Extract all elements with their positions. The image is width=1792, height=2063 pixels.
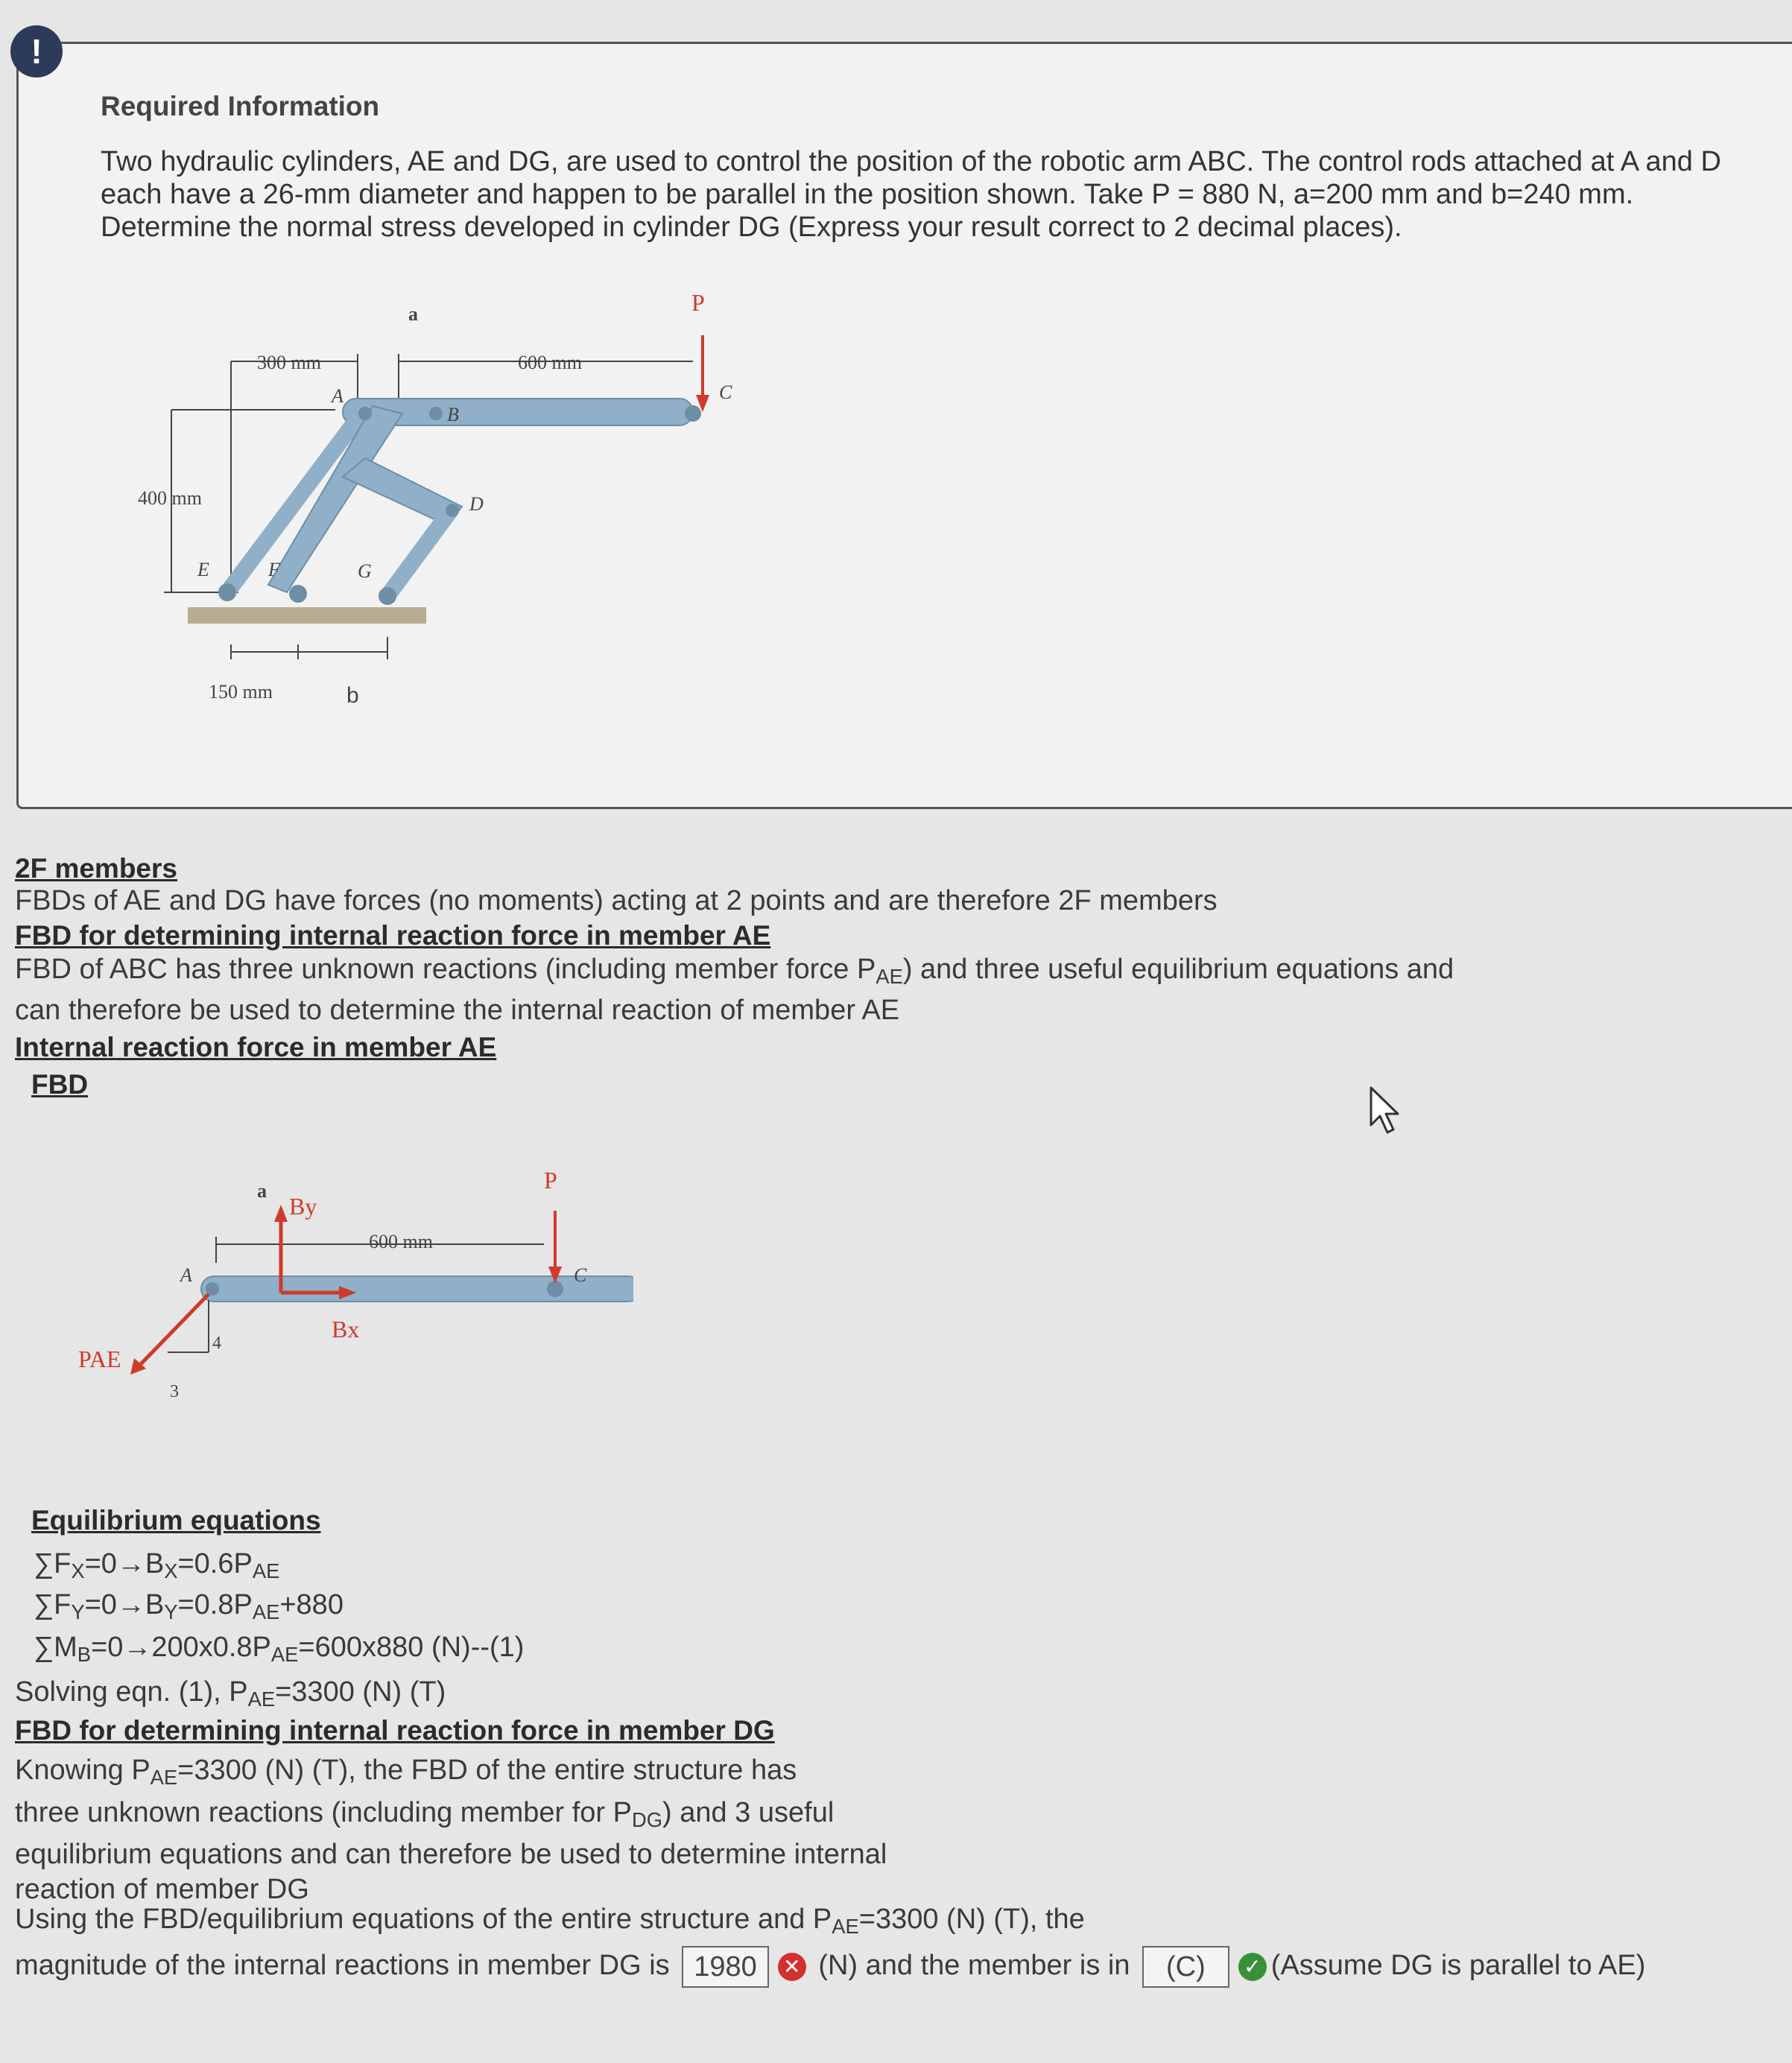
equation-sum-fy [34,1589,343,1624]
label-pin-e: E [197,559,209,580]
heading-fbd-ae: FBD for determining internal reaction force in member AE [15,920,771,951]
eq-sub: X [164,1559,178,1582]
subscript: AE [832,1914,859,1938]
label-p: P [691,294,705,316]
fbd-label-4: 4 [212,1334,221,1353]
label-pin-d: D [469,493,484,515]
dg-answer-line [15,1946,1645,1988]
correct-icon: ✓ [1238,1953,1267,1981]
fbd-label-by: By [289,1193,317,1220]
label-b: b [346,683,359,708]
text-span: Knowing P [15,1755,151,1786]
fbd-dim-600: 600 mm [369,1231,433,1252]
pin-c [685,405,701,422]
answer-tension-compression-select[interactable]: (C) [1142,1946,1229,1988]
fbd-label-pin-c: C [574,1264,587,1286]
dg-line-2 [15,1797,834,1832]
heading-internal-ae: Internal reaction force in member AE [15,1032,497,1062]
eq-sub: Y [164,1600,178,1623]
fbd-diagram [67,1151,633,1419]
equation-sum-mb [34,1632,524,1667]
text-span: ) and three useful equilibrium equations and [902,954,1454,985]
mouse-cursor-icon [1370,1086,1402,1134]
pin-f [289,585,307,603]
cylinder-dg [387,510,451,596]
text-fbd-ae-line2: can therefore be used to determine the internal reaction of member AE [15,995,900,1026]
fbd-arm [201,1276,633,1302]
pin-d [446,504,459,517]
eq-sub: Y [71,1600,85,1623]
eq-part: =0→200x0.8P [91,1632,271,1663]
eq-sub: X [71,1559,85,1582]
eq-sub: AE [247,1687,276,1711]
text-2f-members: FBDs of AE and DG have forces (no moments) acting at 2 points and are therefore 2F members [15,885,1218,916]
heading-fbd: FBD [31,1069,89,1100]
pin-e [218,583,236,601]
label-pin-a: A [332,385,343,407]
text-span: (Assume DG is parallel to AE) [1270,1950,1646,1982]
label-pin-c: C [719,381,732,403]
fbd-label-bx: Bx [332,1316,360,1343]
dim-300-label: 300 mm [257,352,321,373]
force-pae-arrow [138,1294,209,1367]
dim-600-label: 600 mm [518,352,582,373]
incorrect-icon: ✕ [778,1953,806,1981]
fbd-label-a: a [257,1180,267,1202]
eq-part: =0→B [84,1548,165,1579]
fbd-label-pin-a: A [180,1264,192,1286]
text-span: (N) and the member is in [818,1950,1130,1982]
label-pin-g: G [358,560,372,582]
dim-400-label: 400 mm [138,487,202,509]
eq-part: =600x880 (N)--(1) [298,1632,525,1663]
heading-2f-members: 2F members [15,853,177,884]
dim-150-label: 150 mm [209,681,273,703]
text-span: FBD of ABC has three unknown reactions (including member force P [15,954,876,985]
eq-part: Solving eqn. (1), P [15,1676,248,1708]
pin-b [429,407,443,420]
heading-equilibrium: Equilibrium equations [31,1505,321,1536]
dg-line-3: equilibrium equations and can therefore be used to determine internal [15,1839,887,1870]
text-span: three unknown reactions (including member for P [15,1797,632,1828]
pin-g [379,587,396,605]
eq-sub: AE [270,1642,299,1666]
label-pin-f: F [268,559,280,580]
force-by-arrowhead [274,1205,288,1222]
eq-part: =3300 (N) (T) [275,1676,446,1708]
eq-part: ∑M [34,1632,77,1663]
text-span: ) and 3 useful [662,1797,835,1828]
subscript: AE [150,1765,178,1789]
eq-part: ∑F [34,1589,72,1620]
heading-fbd-dg: FBD for determining internal reaction force in member DG [15,1715,775,1746]
eq-part: ∑F [34,1548,72,1579]
text-fbd-ae-line1 [15,954,1454,989]
solving-equation [15,1676,446,1711]
fbd-label-pae: PAE [78,1346,121,1372]
problem-statement: Two hydraulic cylinders, AE and DG, are used to control the position of the robotic arm ABC. The control rods attached at A and D each have a 26-mm diameter and happen to be parallel in the position shown. Take P = 880 N, a=200 mm and b=240 mm. Determine the normal stress developed in cylinder DG (Express your result correct to 2 decimal places). [101,146,1721,243]
eq-sub: AE [252,1559,280,1582]
eq-part: =0.8P [177,1589,253,1620]
text-span: magnitude of the internal reactions in member DG is [15,1950,670,1982]
text-span: =3300 (N) (T), the FBD of the entire structure has [177,1755,797,1786]
eq-part: +880 [279,1589,343,1620]
pin-a [358,407,372,420]
eq-part: =0.6P [177,1548,253,1579]
label-pin-b: B [447,404,459,425]
dg-line-4: reaction of member DG [15,1874,309,1905]
eq-sub: B [77,1642,91,1666]
eq-part: =0→B [84,1589,165,1620]
text-span: Using the FBD/equilibrium equations of the entire structure and P [15,1904,832,1935]
equation-sum-fx [34,1548,279,1583]
subscript: AE [876,964,903,988]
dg-line-1 [15,1755,797,1790]
dg-line-5 [15,1904,1085,1939]
answer-magnitude-input[interactable]: 1980 [682,1946,769,1988]
fbd-label-3: 3 [170,1382,179,1401]
label-a: a [408,303,418,325]
fbd-label-p: P [544,1167,557,1194]
robotic-arm-diagram [119,294,790,726]
text-span: =3300 (N) (T), the [858,1904,1085,1935]
subscript: DG [631,1807,663,1831]
eq-sub: AE [252,1600,280,1623]
panel-title: Required Information [101,91,380,121]
ground-base [188,607,426,624]
alert-icon: ! [10,25,63,77]
